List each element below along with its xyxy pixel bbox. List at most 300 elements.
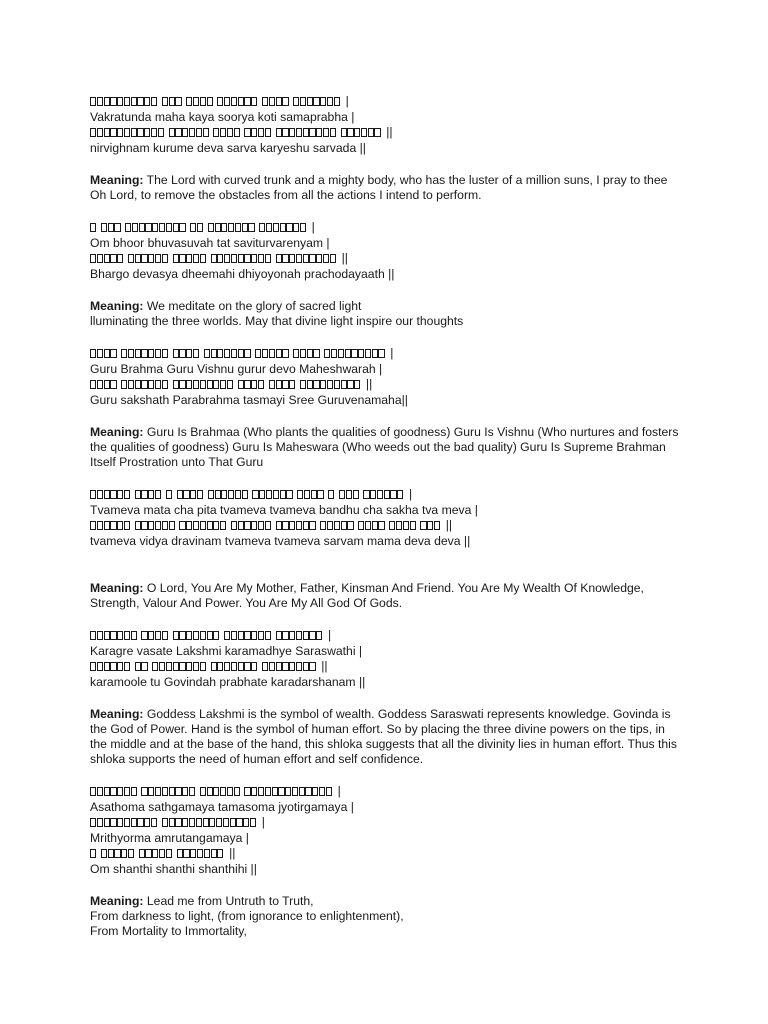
missing-glyph-box — [300, 97, 306, 106]
shloka-verse — [90, 94, 680, 156]
missing-glyph-box — [139, 849, 145, 858]
missing-glyph-word — [173, 380, 234, 389]
missing-glyph-box — [131, 818, 137, 827]
missing-glyph-word — [276, 521, 317, 530]
missing-glyph-box — [251, 97, 257, 106]
missing-glyph-box — [304, 490, 310, 499]
missing-glyph-box — [90, 223, 96, 232]
missing-glyph-box — [296, 254, 302, 263]
missing-glyph-box — [207, 97, 213, 106]
missing-glyph-box — [155, 380, 161, 389]
missing-glyph-box — [124, 521, 130, 530]
missing-glyph-box — [110, 631, 116, 640]
missing-glyph-box — [97, 97, 103, 106]
missing-glyph-box — [309, 254, 315, 263]
missing-glyph-box — [97, 380, 103, 389]
missing-glyph-box — [108, 849, 114, 858]
meaning-paragraph — [90, 707, 680, 767]
missing-glyph-word — [276, 128, 337, 137]
missing-glyph-word — [262, 662, 316, 671]
missing-glyph-box — [193, 97, 199, 106]
missing-glyph-box — [238, 662, 244, 671]
missing-glyph-box — [299, 787, 305, 796]
missing-glyph-word — [211, 662, 258, 671]
missing-glyph-word — [252, 490, 293, 499]
missing-glyph-box — [200, 662, 206, 671]
missing-glyph-word — [90, 631, 137, 640]
missing-glyph-box — [144, 128, 150, 137]
missing-glyph-box — [110, 380, 116, 389]
missing-glyph-box — [312, 787, 318, 796]
missing-glyph-word — [204, 349, 251, 358]
missing-glyph-box — [186, 349, 192, 358]
missing-glyph-box — [90, 787, 96, 796]
missing-glyph-box — [155, 490, 161, 499]
missing-glyph-box — [97, 818, 103, 827]
missing-glyph-box — [296, 631, 302, 640]
glyph-run — [90, 518, 452, 533]
missing-glyph-box — [200, 97, 206, 106]
meaning-paragraph — [90, 894, 680, 939]
missing-glyph-word — [293, 97, 340, 106]
shloka-verse — [90, 346, 680, 408]
missing-glyph-box — [162, 97, 168, 106]
missing-glyph-box — [97, 349, 103, 358]
verse-separator: | — [261, 815, 265, 829]
missing-glyph-box — [166, 490, 172, 499]
missing-glyph-box — [316, 631, 322, 640]
missing-glyph-box — [420, 521, 426, 530]
missing-glyph-box — [311, 490, 317, 499]
glyph-run — [90, 487, 412, 502]
missing-glyph-box — [427, 521, 433, 530]
missing-glyph-word — [224, 631, 271, 640]
missing-glyph-box — [250, 818, 256, 827]
missing-glyph-box — [286, 490, 292, 499]
meaning-paragraph — [90, 173, 680, 203]
missing-glyph-box — [307, 97, 313, 106]
transliteration-line: karamoole tu Govindah prabhate karadarshanam || — [90, 675, 366, 689]
missing-glyph-box — [345, 349, 351, 358]
missing-glyph-box — [228, 223, 234, 232]
missing-glyph-box — [121, 380, 127, 389]
missing-glyph-word — [179, 521, 226, 530]
missing-glyph-box — [251, 521, 257, 530]
missing-glyph-box — [280, 223, 286, 232]
missing-glyph-box — [224, 631, 230, 640]
verse-separator: || — [445, 518, 453, 532]
missing-glyph-box — [137, 128, 143, 137]
missing-glyph-box — [251, 128, 257, 137]
missing-glyph-box — [265, 521, 271, 530]
missing-glyph-box — [316, 128, 322, 137]
missing-glyph-box — [224, 349, 230, 358]
missing-glyph-box — [280, 490, 286, 499]
missing-glyph-box — [258, 380, 264, 389]
missing-glyph-word — [177, 490, 204, 499]
missing-glyph-box — [141, 349, 147, 358]
missing-glyph-box — [141, 254, 147, 263]
missing-glyph-box — [104, 97, 110, 106]
missing-glyph-word — [139, 849, 173, 858]
missing-glyph-box — [328, 490, 334, 499]
missing-glyph-box — [262, 97, 268, 106]
missing-glyph-box — [179, 349, 185, 358]
missing-glyph-box — [303, 521, 309, 530]
missing-glyph-box — [289, 662, 295, 671]
missing-glyph-box — [365, 349, 371, 358]
missing-glyph-box — [117, 662, 123, 671]
missing-glyph-box — [148, 380, 154, 389]
missing-glyph-box — [182, 787, 188, 796]
missing-glyph-box — [276, 349, 282, 358]
missing-glyph-box — [384, 490, 390, 499]
missing-glyph-box — [300, 380, 306, 389]
missing-glyph-box — [97, 490, 103, 499]
missing-glyph-box — [104, 254, 110, 263]
missing-glyph-box — [289, 521, 295, 530]
missing-glyph-box — [124, 97, 130, 106]
shloka-verse — [90, 220, 680, 282]
missing-glyph-box — [152, 849, 158, 858]
missing-glyph-word — [324, 349, 385, 358]
missing-glyph-box — [90, 128, 96, 137]
missing-glyph-word — [244, 128, 271, 137]
missing-glyph-word — [135, 521, 176, 530]
missing-glyph-box — [251, 787, 257, 796]
missing-glyph-box — [259, 223, 265, 232]
missing-glyph-box — [117, 97, 123, 106]
missing-glyph-box — [155, 254, 161, 263]
missing-glyph-box — [148, 521, 154, 530]
missing-glyph-word — [339, 490, 359, 499]
missing-glyph-box — [372, 349, 378, 358]
missing-glyph-box — [128, 849, 134, 858]
verse-separator: | — [337, 784, 341, 798]
missing-glyph-box — [200, 254, 206, 263]
missing-glyph-box — [104, 787, 110, 796]
meaning-label: Meaning: — [90, 581, 144, 595]
glyph-run — [90, 815, 265, 830]
missing-glyph-word — [208, 223, 255, 232]
missing-glyph-word — [166, 490, 173, 499]
missing-glyph-box — [110, 128, 116, 137]
missing-glyph-box — [228, 490, 234, 499]
meaning-label: Meaning: — [90, 299, 144, 313]
missing-glyph-box — [269, 97, 275, 106]
transliteration-line: Guru sakshath Parabrahma tasmayi Sree Guruvenamaha|| — [90, 393, 408, 407]
missing-glyph-word — [389, 521, 416, 530]
missing-glyph-box — [320, 97, 326, 106]
missing-glyph-word — [90, 662, 131, 671]
missing-glyph-box — [220, 521, 226, 530]
missing-glyph-box — [101, 849, 107, 858]
missing-glyph-box — [238, 631, 244, 640]
missing-glyph-word — [90, 490, 131, 499]
missing-glyph-box — [90, 849, 96, 858]
missing-glyph-box — [148, 787, 154, 796]
missing-glyph-box — [282, 380, 288, 389]
missing-glyph-box — [289, 254, 295, 263]
glyph-run — [90, 220, 315, 235]
missing-glyph-box — [173, 380, 179, 389]
missing-glyph-box — [117, 818, 123, 827]
missing-glyph-word — [320, 521, 354, 530]
missing-glyph-box — [114, 849, 120, 858]
missing-glyph-box — [169, 97, 175, 106]
missing-glyph-box — [276, 521, 282, 530]
missing-glyph-box — [262, 662, 268, 671]
missing-glyph-box — [434, 521, 440, 530]
verse-separator: || — [365, 377, 373, 391]
missing-glyph-box — [265, 787, 271, 796]
glyph-run — [90, 94, 349, 109]
missing-glyph-box — [110, 787, 116, 796]
missing-glyph-word — [363, 490, 404, 499]
missing-glyph-box — [231, 97, 237, 106]
missing-glyph-box — [137, 97, 143, 106]
missing-glyph-word — [90, 223, 97, 232]
missing-glyph-box — [303, 662, 309, 671]
missing-glyph-box — [186, 631, 192, 640]
missing-glyph-box — [365, 521, 371, 530]
missing-glyph-box — [347, 521, 353, 530]
missing-glyph-box — [90, 380, 96, 389]
missing-glyph-box — [234, 787, 240, 796]
missing-glyph-word — [90, 818, 158, 827]
missing-glyph-box — [162, 380, 168, 389]
missing-glyph-box — [346, 490, 352, 499]
missing-glyph-box — [265, 128, 271, 137]
missing-glyph-box — [265, 631, 271, 640]
missing-glyph-box — [309, 521, 315, 530]
missing-glyph-box — [175, 97, 181, 106]
missing-glyph-box — [173, 223, 179, 232]
missing-glyph-word — [90, 97, 158, 106]
missing-glyph-word — [217, 97, 258, 106]
missing-glyph-box — [90, 97, 96, 106]
missing-glyph-box — [347, 128, 353, 137]
missing-glyph-box — [243, 818, 249, 827]
missing-glyph-box — [131, 631, 137, 640]
missing-glyph-box — [186, 97, 192, 106]
missing-glyph-word — [211, 254, 272, 263]
missing-glyph-box — [227, 787, 233, 796]
missing-glyph-box — [236, 818, 242, 827]
missing-glyph-box — [289, 128, 295, 137]
missing-glyph-box — [224, 97, 230, 106]
missing-glyph-box — [244, 787, 250, 796]
missing-glyph-box — [131, 97, 137, 106]
missing-glyph-box — [131, 128, 137, 137]
meaning-paragraph — [90, 299, 680, 329]
missing-glyph-box — [361, 128, 367, 137]
meaning-text: Lead me from Untruth to Truth, From darkness to light, (from ignorance to enlightenment), From Mortality to Immortality, — [90, 894, 404, 938]
transliteration-line: Om shanthi shanthi shanthihi || — [90, 862, 257, 876]
missing-glyph-box — [131, 787, 137, 796]
missing-glyph-word — [293, 349, 320, 358]
missing-glyph-box — [372, 521, 378, 530]
missing-glyph-word — [231, 521, 272, 530]
missing-glyph-box — [327, 521, 333, 530]
missing-glyph-box — [197, 490, 203, 499]
missing-glyph-box — [235, 490, 241, 499]
missing-glyph-box — [272, 787, 278, 796]
missing-glyph-box — [230, 818, 236, 827]
missing-glyph-box — [169, 128, 175, 137]
missing-glyph-box — [220, 787, 226, 796]
missing-glyph-box — [276, 662, 282, 671]
missing-glyph-box — [141, 662, 147, 671]
missing-glyph-box — [166, 849, 172, 858]
missing-glyph-box — [238, 97, 244, 106]
missing-glyph-box — [307, 380, 313, 389]
missing-glyph-box — [377, 490, 383, 499]
missing-glyph-box — [309, 128, 315, 137]
missing-glyph-box — [231, 349, 237, 358]
missing-glyph-box — [276, 380, 282, 389]
missing-glyph-box — [278, 787, 284, 796]
missing-glyph-word — [135, 662, 149, 671]
missing-glyph-box — [217, 254, 223, 263]
missing-glyph-box — [124, 662, 130, 671]
glyph-run — [90, 784, 341, 799]
missing-glyph-box — [90, 521, 96, 530]
verse-separator: || — [386, 125, 393, 139]
missing-glyph-word — [162, 97, 182, 106]
missing-glyph-box — [200, 787, 206, 796]
missing-glyph-box — [203, 818, 209, 827]
missing-glyph-box — [269, 349, 275, 358]
missing-glyph-word — [259, 223, 306, 232]
missing-glyph-box — [193, 662, 199, 671]
missing-glyph-word — [213, 128, 240, 137]
missing-glyph-box — [313, 380, 319, 389]
transliteration-line: Karagre vasate Lakshmi karamadhye Saraswathi | — [90, 644, 363, 658]
verse-separator: | — [390, 346, 394, 360]
missing-glyph-box — [397, 490, 403, 499]
missing-glyph-box — [135, 521, 141, 530]
missing-glyph-word — [328, 490, 335, 499]
missing-glyph-box — [141, 787, 147, 796]
missing-glyph-box — [213, 521, 219, 530]
missing-glyph-word — [262, 97, 289, 106]
missing-glyph-box — [135, 490, 141, 499]
missing-glyph-box — [242, 490, 248, 499]
missing-glyph-box — [327, 97, 333, 106]
missing-glyph-box — [124, 490, 130, 499]
missing-glyph-box — [121, 349, 127, 358]
missing-glyph-box — [244, 662, 250, 671]
missing-glyph-box — [175, 818, 181, 827]
missing-glyph-box — [182, 128, 188, 137]
missing-glyph-box — [128, 254, 134, 263]
missing-glyph-box — [90, 631, 96, 640]
missing-glyph-box — [144, 97, 150, 106]
missing-glyph-box — [251, 380, 257, 389]
missing-glyph-box — [251, 254, 257, 263]
missing-glyph-box — [177, 849, 183, 858]
missing-glyph-box — [313, 97, 319, 106]
glyph-run — [90, 125, 393, 140]
missing-glyph-box — [309, 631, 315, 640]
missing-glyph-box — [389, 521, 395, 530]
missing-glyph-box — [216, 818, 222, 827]
sanskrit-line-missing-glyphs — [90, 784, 680, 800]
missing-glyph-box — [378, 521, 384, 530]
missing-glyph-box — [141, 490, 147, 499]
missing-glyph-box — [293, 223, 299, 232]
missing-glyph-box — [128, 349, 134, 358]
missing-glyph-box — [132, 223, 138, 232]
missing-glyph-box — [265, 254, 271, 263]
missing-glyph-box — [316, 254, 322, 263]
missing-glyph-box — [297, 490, 303, 499]
missing-glyph-box — [309, 662, 315, 671]
missing-glyph-box — [330, 254, 336, 263]
missing-glyph-box — [217, 97, 223, 106]
verse-separator: | — [328, 628, 332, 642]
verse-separator: || — [341, 251, 348, 265]
meaning-label: Meaning: — [90, 173, 144, 187]
missing-glyph-box — [282, 631, 288, 640]
missing-glyph-box — [182, 818, 188, 827]
missing-glyph-box — [269, 380, 275, 389]
missing-glyph-word — [173, 349, 200, 358]
missing-glyph-word — [208, 490, 249, 499]
missing-glyph-word — [141, 631, 168, 640]
meaning-text: Goddess Lakshmi is the symbol of wealth. Goddess Saraswati represents knowledge. Govinda is the God of Power. Hand is the symbol of human effort. So by placing the three divine powers on the tips, in the middle and at the base of the hand, this shloka suggests that all the divinity lies in human effort. Thus this shloka supports the need of human effort and self confidence. — [90, 707, 677, 766]
shloka-verse — [90, 487, 680, 549]
missing-glyph-box — [207, 631, 213, 640]
missing-glyph-box — [104, 128, 110, 137]
shloka-verse — [90, 784, 680, 877]
missing-glyph-box — [370, 490, 376, 499]
missing-glyph-box — [97, 128, 103, 137]
missing-glyph-word — [152, 662, 206, 671]
sanskrit-line-missing-glyphs — [90, 251, 680, 267]
missing-glyph-box — [97, 662, 103, 671]
missing-glyph-box — [117, 631, 123, 640]
missing-glyph-box — [293, 349, 299, 358]
missing-glyph-box — [244, 128, 250, 137]
missing-glyph-word — [177, 849, 224, 858]
missing-glyph-box — [282, 662, 288, 671]
missing-glyph-word — [101, 849, 135, 858]
missing-glyph-box — [104, 662, 110, 671]
sanskrit-line-missing-glyphs — [90, 628, 680, 644]
missing-glyph-box — [144, 818, 150, 827]
missing-glyph-box — [179, 521, 185, 530]
meaning-label: Meaning: — [90, 707, 144, 721]
missing-glyph-box — [196, 818, 202, 827]
missing-glyph-box — [110, 662, 116, 671]
missing-glyph-box — [223, 818, 229, 827]
missing-glyph-word — [101, 223, 121, 232]
missing-glyph-box — [173, 254, 179, 263]
missing-glyph-box — [108, 223, 114, 232]
missing-glyph-box — [338, 349, 344, 358]
missing-glyph-box — [173, 662, 179, 671]
missing-glyph-box — [273, 490, 279, 499]
missing-glyph-word — [190, 223, 204, 232]
missing-glyph-box — [148, 349, 154, 358]
missing-glyph-word — [173, 631, 220, 640]
missing-glyph-box — [90, 662, 96, 671]
missing-glyph-box — [141, 631, 147, 640]
missing-glyph-box — [303, 128, 309, 137]
missing-glyph-box — [224, 254, 230, 263]
